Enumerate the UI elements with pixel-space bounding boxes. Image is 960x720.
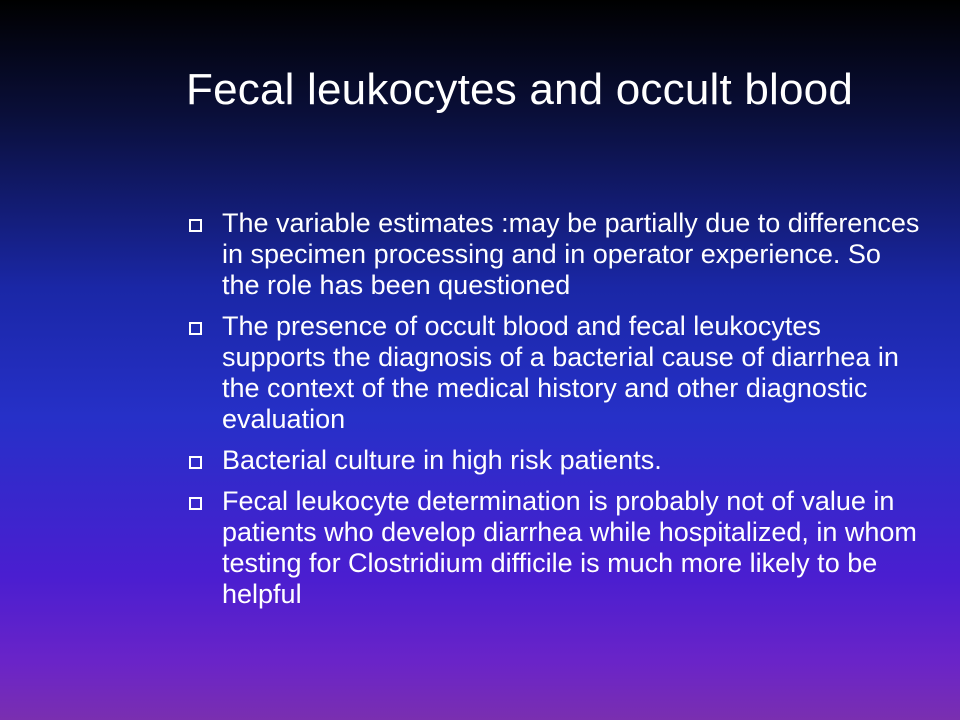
bullet-text: Fecal leukocyte determination is probably not of value in patients who develop diarrhea while hospitalized, in whom testing for Clostridium difficile is much more likely to be helpful [222,486,917,609]
bullet-text: Bacterial culture in high risk patients. [222,445,662,475]
bullet-item [186,311,921,435]
hollow-square-icon [189,322,202,335]
bullet-item [186,486,921,610]
slide-title: Fecal leukocytes and occult blood [186,65,853,114]
bullet-text: The presence of occult blood and fecal leukocytes supports the diagnosis of a bacterial cause of diarrhea in the context of the medical history and other diagnostic evaluation [222,311,899,434]
bullet-list [186,208,921,620]
hollow-square-icon [189,219,202,232]
bullet-item [186,445,921,476]
hollow-square-icon [189,456,202,469]
bullet-text: The variable estimates :may be partially due to differences in specimen processing and in operator experience. So the role has been questioned [222,208,920,300]
bullet-item [186,208,921,301]
hollow-square-icon [189,497,202,510]
